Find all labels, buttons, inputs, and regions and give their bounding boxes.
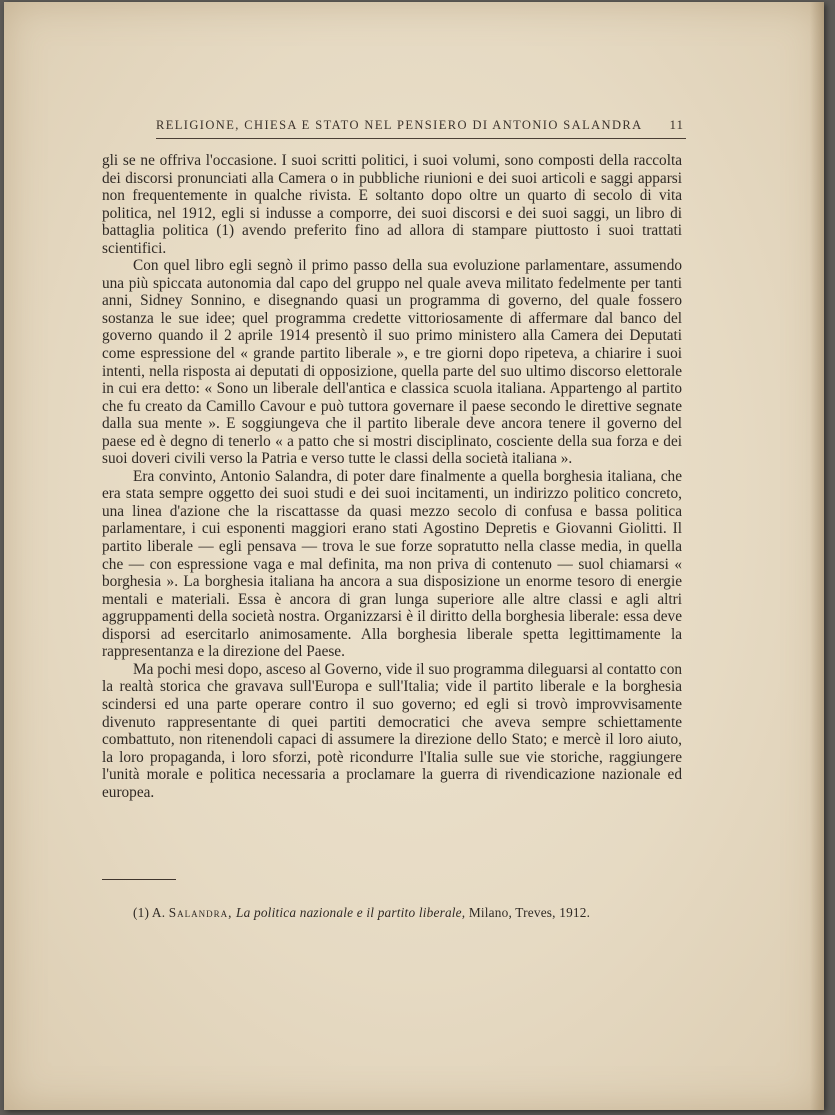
footnote-marker: (1) A. — [133, 905, 166, 920]
page-number: 11 — [669, 117, 684, 132]
footnote-title: La politica nazionale e il partito liberale, — [236, 905, 466, 920]
running-header — [156, 116, 686, 139]
paragraph-4: Ma pochi mesi dopo, asceso al Governo, vide il suo programma dileguarsi al contatto con la realtà storica che gravava sull'Europa e sull'Italia; vide il partito liberale e la borghesia scindersi ed una parte operare contro il suo governo; ed egli si trovò improvvisamente divenuto rappresentante di quei partiti democratici che aveva sempre schiettamente combattuto, non ritenendoli capaci di assumere la direzione dello Stato; e mercè il loro aiuto, la loro propaganda, i loro sforzi, potè ricondurre l'Italia sulle sue vie storiche, raggiungere l'unità morale e politica necessaria a proclamare la guerra di rivendicazione nazionale ed europea. — [102, 660, 682, 801]
paragraph-3: Era convinto, Antonio Salandra, di poter dare finalmente a quella borghesia italiana, che era stata sempre oggetto dei suoi studi e dei suoi incitamenti, un indirizzo politico concreto, una linea d'azione che la riscattasse da quasi mezzo secolo di confusa e bassa politica parlamentare, i cui esponenti maggiori erano stati Agostino Depretis e Giovanni Giolitti. Il partito liberale — egli pensava — trova le sue forze sopratutto nella classe media, in quella che — con espressione vaga e mal definita, ma non priva di contenuto — suol chiamarsi « borghesia ». La borghesia italiana ha ancora a sua disposizione un enorme tesoro di energie mentali e materiali. Essa è ancora di gran lunga superiore alle altre classi e agli altri aggruppamenti della società nostra. Organizzarsi è il diritto della borghesia liberale: essa deve disporsi ad esercitarlo animosamente. Alla borghesia liberale spetta legittimamente la rappresentanza e la direzione del Paese. — [102, 467, 682, 661]
footnote — [133, 905, 590, 921]
footnote-publication: Milano, Treves, 1912. — [468, 905, 591, 920]
running-header-title: RELIGIONE, CHIESA E STATO NEL PENSIERO DI ANTONIO SALANDRA — [156, 118, 643, 132]
paragraph-2: Con quel libro egli segnò il primo passo della sua evoluzione parlamentare, assumendo una più spiccata autonomia dal capo del gruppo nel quale aveva militato fedelmente per tanti anni, Sidney Sonnino, e disegnando quasi un programma di governo, del quale fossero sostanza le sue idee; quel programma credette vittoriosamente di affermare dal banco del governo quando il 2 aprile 1914 presentò il suo primo ministero alla Camera dei Deputati come espressione del « grande partito liberale », e tre giorni dopo ripeteva, a chiarire i suoi intenti, nella risposta ai deputati di opposizione, quella parte del suo ultimo discorso elettorale in cui era detto: « Sono un liberale dell'antica e classica scuola italiana. Appartengo al partito che fu creato da Camillo Cavour e può tuttora governare il paese secondo le direttive segnate dalla sua mente ». E soggiungeva che il partito liberale deve ancora tenere il governo del paese ed è degno di tenerlo « a patto che si mostri disciplinato, cosciente della sua forza e dei suoi doveri civili verso la Patria e verso tutte le classi della società italiana ». — [102, 257, 682, 468]
paragraph-1: gli se ne offriva l'occasione. I suoi scritti politici, i suoi volumi, sono composti della raccolta dei discorsi pronunciati alla Camera o in pubbliche riunioni e dei suoi articoli e saggi apparsi non frequentemente in qualche rivista. E soltanto dopo oltre un quarto di secolo di vita politica, nel 1912, egli si indusse a comporre, dei suoi discorsi e dei suoi saggi, un libro di battaglia politica (1) avendo preferito fino ad allora di stampare piuttosto i suoi trattati scientifici. — [102, 152, 682, 257]
book-page — [4, 2, 824, 1110]
body-text — [102, 152, 682, 801]
footnote-author: Salandra, — [168, 905, 233, 920]
footnote-separator — [102, 879, 176, 880]
